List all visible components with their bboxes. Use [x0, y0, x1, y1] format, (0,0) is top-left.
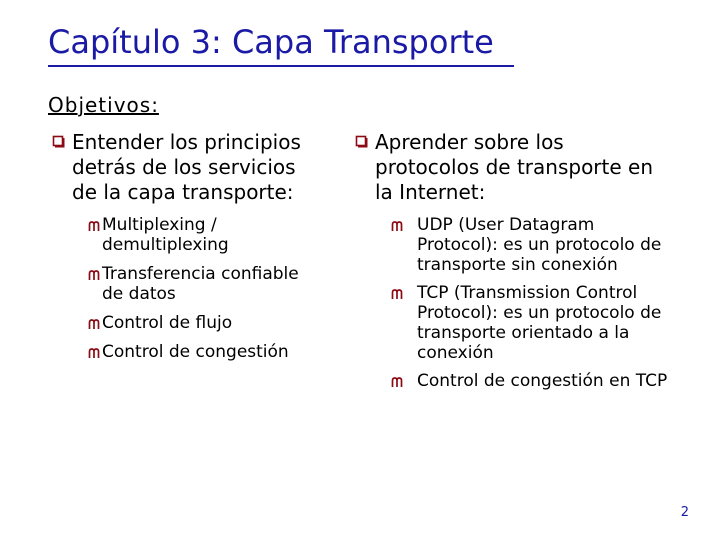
square-bullet-icon [355, 135, 369, 149]
left-main-point [52, 130, 352, 205]
subitem-line: UDP (User Datagram [417, 215, 595, 235]
subitem-line: Transferencia confiable [102, 264, 299, 284]
m-bullet-icon [391, 376, 403, 388]
m-bullet-icon [88, 347, 100, 359]
page-number: 2 [680, 505, 689, 520]
subitem-line: de datos [102, 284, 176, 304]
subitem-line: transporte orientado a la [417, 323, 630, 343]
subitem-line: Control de congestión en TCP [417, 371, 668, 391]
subitem-line: Protocol): es un protocolo de [417, 235, 662, 255]
right-main-line: la Internet: [375, 180, 486, 204]
left-subitem-congestion [52, 342, 352, 362]
subitem-line: Control de congestión [102, 342, 289, 362]
left-subitem-flujo [52, 313, 352, 333]
slide-title: Capítulo 3: Capa Transporte [48, 23, 494, 61]
left-subitem-multiplexing [52, 215, 352, 255]
left-sublist [52, 215, 352, 362]
right-subitem-udp [355, 215, 715, 275]
m-bullet-icon [391, 220, 403, 232]
subitem-line: Control de flujo [102, 313, 233, 333]
square-bullet-icon [52, 135, 66, 149]
m-bullet-icon [88, 269, 100, 281]
subitem-line: Protocol): es un protocolo de [417, 303, 662, 323]
left-column [52, 130, 352, 371]
right-main-line: protocolos de transporte en [375, 155, 654, 179]
objetivos-heading: Objetivos: [48, 93, 159, 117]
m-bullet-icon [88, 318, 100, 330]
left-main-line: detrás de los servicios [72, 155, 296, 179]
subitem-line: Multiplexing / [102, 215, 217, 235]
title-underline [48, 65, 514, 67]
subitem-line: demultiplexing [102, 235, 229, 255]
right-subitem-tcp [355, 283, 715, 363]
right-column [355, 130, 715, 399]
subitem-line: conexión [417, 343, 494, 363]
left-main-line: Entender los principios [72, 130, 301, 154]
left-main-line: de la capa transporte: [72, 180, 294, 204]
right-subitem-congestion-tcp [355, 371, 715, 391]
right-main-line: Aprender sobre los [375, 130, 564, 154]
m-bullet-icon [88, 220, 100, 232]
subitem-line: transporte sin conexión [417, 255, 618, 275]
right-sublist [355, 215, 715, 391]
right-main-point [355, 130, 715, 205]
subitem-line: TCP (Transmission Control [417, 283, 638, 303]
left-subitem-transferencia [52, 264, 352, 304]
m-bullet-icon [391, 288, 403, 300]
